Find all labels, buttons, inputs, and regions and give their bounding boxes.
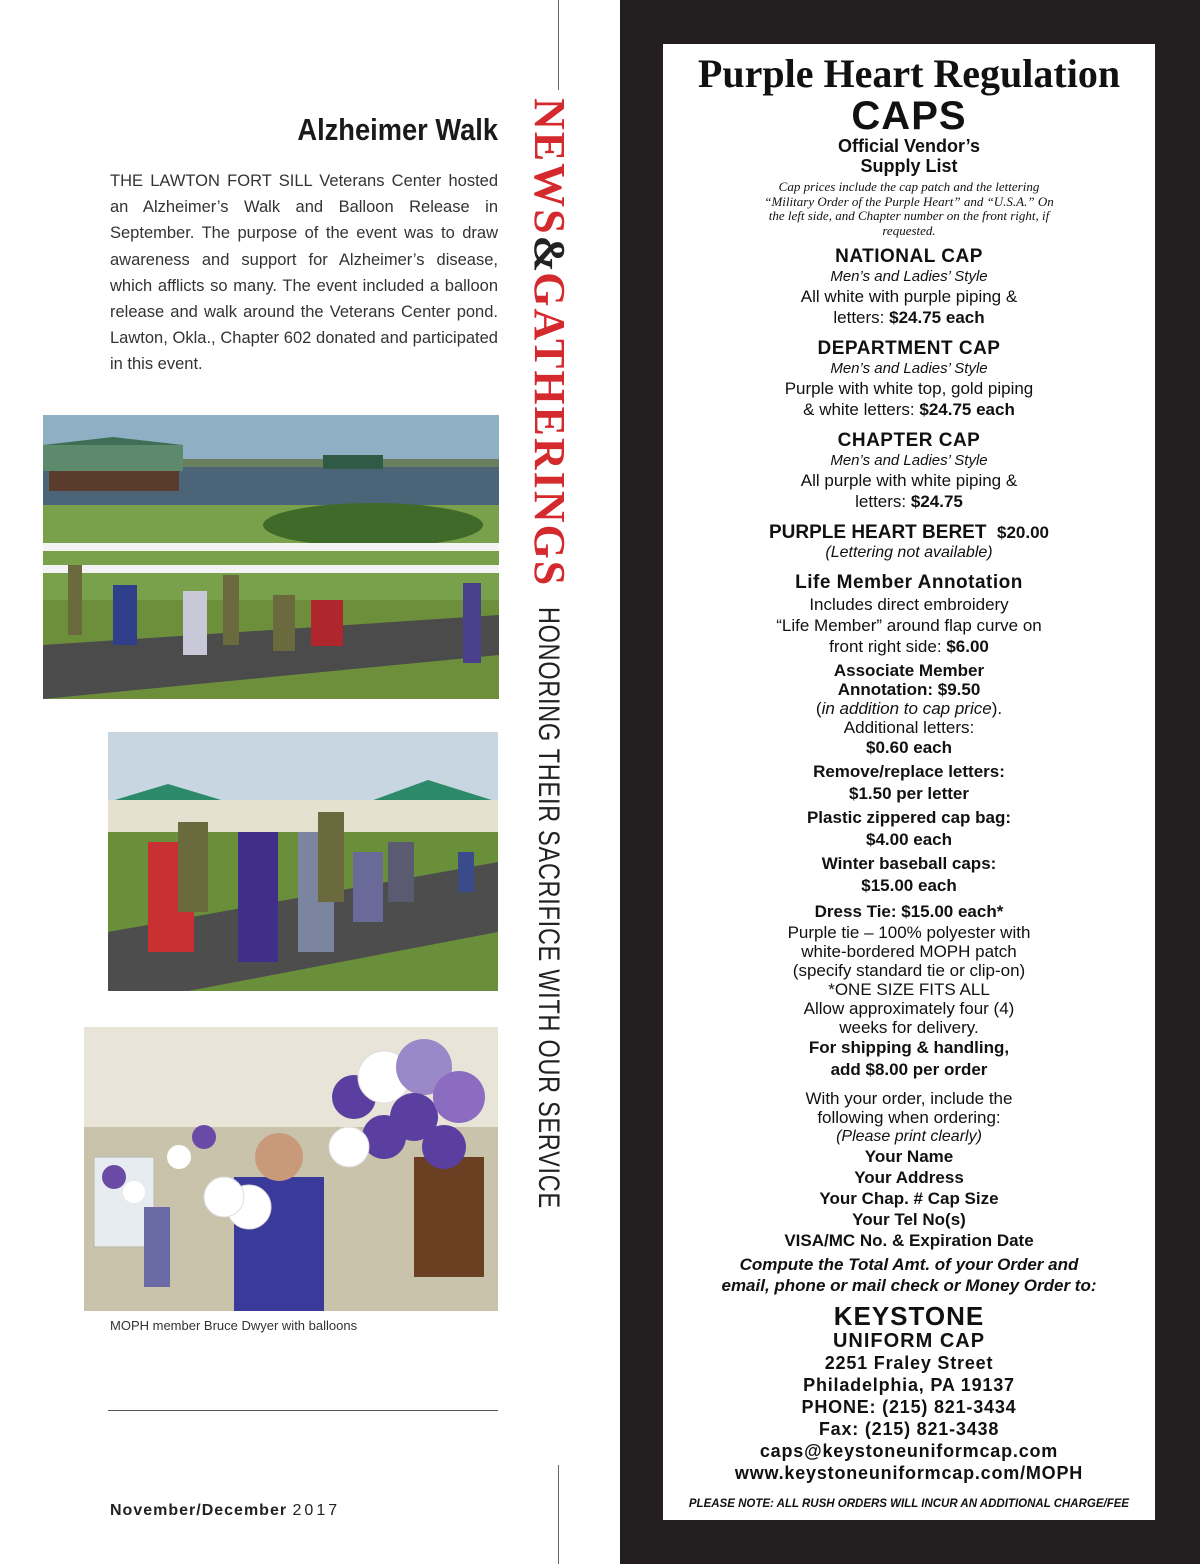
associate-line-1: Associate Member [833, 661, 985, 680]
dress-tie-line-5: Allow approximately four (4) [803, 999, 1015, 1018]
winter-caps-price: $15.00 each [861, 876, 957, 895]
department-cap-price-line [663, 399, 1155, 420]
photo-walk-by-pond [43, 415, 499, 699]
dress-tie-line-3: (specify standard tie or clip-on) [792, 961, 1026, 980]
rush-order-note: PLEASE NOTE: ALL RUSH ORDERS WILL INCUR AN ADDITIONAL CHARGE/FEE [688, 1498, 1130, 1510]
additional-letters-label: Additional letters: [843, 718, 975, 737]
issue-month: November/December [110, 1502, 288, 1519]
life-member-line-2: “Life Member” around flap curve on [776, 616, 1042, 635]
ad-subtitle-2: Supply List [860, 156, 958, 176]
photo-caption: MOPH member Bruce Dwyer with balloons [110, 1318, 358, 1333]
remove-letters-price: $1.50 per letter [848, 784, 969, 803]
vendor-name-2: UNIFORM CAP [832, 1330, 986, 1352]
department-cap-heading: DEPARTMENT CAP [817, 338, 1001, 359]
order-line-3: (Please print clearly) [836, 1128, 982, 1145]
chapter-cap-desc-2: letters: [855, 492, 907, 511]
photo-balloon-release [84, 1027, 498, 1311]
order-phone: Your Tel No(s) [852, 1210, 966, 1229]
ad-subtitle-1: Official Vendor’s [837, 136, 981, 156]
national-cap-desc: All white with purple piping & [800, 287, 1018, 306]
shipping-line-1: For shipping & handling, [808, 1038, 1010, 1057]
issue-year: 2017 [292, 1502, 341, 1519]
national-cap-style: Men’s and Ladies’ Style [830, 268, 988, 285]
beret-note: (Lettering not available) [825, 544, 993, 561]
additional-letters-price: $0.60 each [865, 738, 952, 757]
ad-price-note: Cap prices include the cap patch and the lettering “Military Order of the Purple Heart” and “U.S.A.” On the left side, and Chapter number on the front right, if requested. [764, 179, 1054, 238]
compute-line-2: email, phone or mail check or Money Order to: [721, 1276, 1097, 1295]
cap-bag-price: $4.00 each [865, 830, 952, 849]
section-ampersand: & [525, 235, 574, 273]
dress-tie-heading: Dress Tie: $15.00 each* [814, 902, 1004, 921]
dress-tie-line-1: Purple tie – 100% polyester with [787, 923, 1031, 942]
national-cap-price: $24.75 each [889, 308, 985, 327]
department-cap-style: Men’s and Ladies’ Style [830, 360, 988, 377]
national-cap-price-line [663, 307, 1155, 328]
dress-tie-line-4: *ONE SIZE FITS ALL [828, 980, 990, 999]
beret-label: PURPLE HEART BERET [768, 522, 987, 543]
department-cap-price: $24.75 each [919, 400, 1015, 419]
section-header [524, 98, 575, 1458]
winter-caps-label: Winter baseball caps: [821, 854, 997, 873]
beret-price: $20.00 [997, 523, 1050, 542]
national-cap-heading: NATIONAL CAP [835, 246, 983, 267]
associate-paren-open: ( [815, 699, 822, 718]
life-member-heading: Life Member Annotation [795, 572, 1023, 593]
vendor-fax: Fax: (215) 821-3438 [818, 1419, 1000, 1439]
life-member-price: $6.00 [946, 637, 989, 656]
dress-tie-line-2: white-bordered MOPH patch [801, 942, 1017, 961]
dress-tie-line-6: weeks for delivery. [839, 1018, 979, 1037]
national-cap-desc-2: letters: [833, 308, 885, 327]
vendor-street: 2251 Fraley Street [824, 1353, 994, 1373]
associate-line-2: Annotation: $9.50 [837, 680, 981, 699]
associate-note: in addition to cap price [821, 699, 992, 718]
vertical-rule-top [558, 0, 559, 90]
ad-title: Purple Heart Regulation [697, 51, 1121, 96]
compute-line-1: Compute the Total Amt. of your Order and [739, 1255, 1079, 1274]
order-line-2: following when ordering: [817, 1108, 1001, 1127]
order-address: Your Address [854, 1168, 964, 1187]
department-cap-desc: Purple with white top, gold piping [784, 379, 1034, 398]
ad-caps-heading: CAPS [851, 94, 967, 138]
article-body: THE LAWTON FORT SILL Veterans Center hosted an Alzheimer’s Walk and Balloon Release in September. The purpose of the event was to draw awareness and support for Alzheimer’s disease, which afflicts so many. The event included a balloon release and walk around the Veterans Center pond. Lawton, Okla., Chapter 602 donated and participated in this event. [110, 172, 498, 374]
order-chapter-size: Your Chap. # Cap Size [819, 1189, 999, 1208]
section-gatherings: GATHERINGS [525, 272, 574, 588]
life-member-line-1: Includes direct embroidery [809, 595, 1009, 614]
vendor-phone: PHONE: (215) 821-3434 [801, 1397, 1017, 1417]
issue-date [110, 1502, 340, 1520]
chapter-cap-desc: All purple with white piping & [800, 471, 1018, 490]
department-cap-desc-2: & white letters: [803, 400, 915, 419]
section-news: NEWS [525, 98, 574, 236]
beret-line [663, 522, 1155, 544]
caps-advertisement [663, 44, 1155, 1520]
vendor-email[interactable]: caps@keystoneuniformcap.com [759, 1441, 1059, 1461]
vendor-city: Philadelphia, PA 19137 [803, 1375, 1015, 1395]
order-visa: VISA/MC No. & Expiration Date [784, 1231, 1034, 1250]
associate-paren-close: ). [991, 699, 1003, 718]
divider-line [108, 1410, 498, 1411]
chapter-cap-price: $24.75 [910, 492, 963, 511]
article-title: Alzheimer Walk [297, 112, 498, 147]
order-name: Your Name [864, 1147, 954, 1166]
vendor-website[interactable]: www.keystoneuniformcap.com/MOPH [734, 1463, 1084, 1483]
chapter-cap-style: Men’s and Ladies’ Style [830, 452, 988, 469]
chapter-cap-price-line [663, 491, 1155, 512]
photo-wheelchair-walk [108, 732, 498, 991]
life-member-line-3: front right side: [829, 637, 942, 656]
cap-bag-label: Plastic zippered cap bag: [806, 808, 1012, 827]
order-line-1: With your order, include the [805, 1089, 1013, 1108]
remove-letters-label: Remove/replace letters: [813, 762, 1005, 781]
vertical-rule-bottom [558, 1465, 559, 1564]
section-tagline: HONORING THEIR SACRIFICE WITH OUR SERVICE [532, 607, 565, 1210]
vendor-name-1: KEYSTONE [833, 1301, 985, 1331]
shipping-line-2: add $8.00 per order [830, 1060, 988, 1079]
associate-line-3 [663, 699, 1155, 718]
chapter-cap-heading: CHAPTER CAP [837, 430, 981, 451]
life-member-price-line [663, 636, 1155, 657]
